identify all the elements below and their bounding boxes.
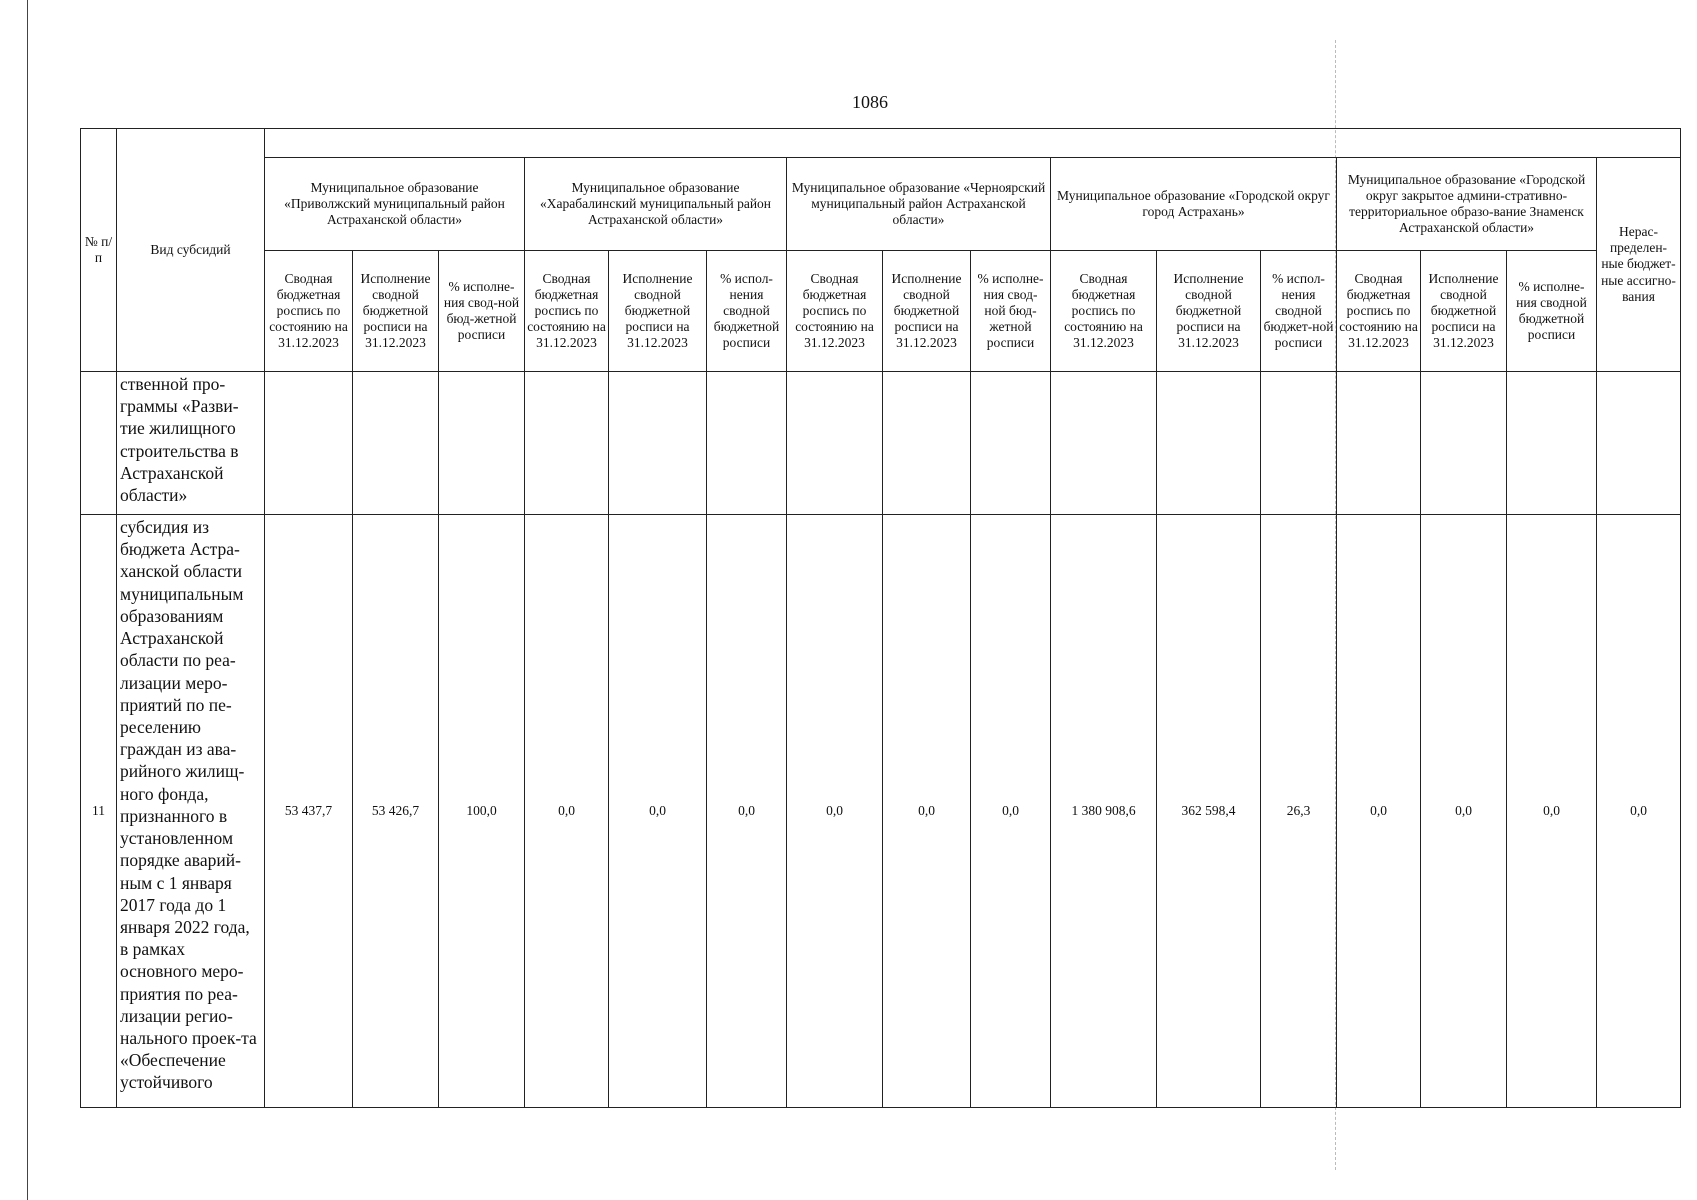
header-no: № п/п <box>81 129 117 372</box>
header-col-percent: % исполне-ния сводной бюджетной росписи <box>1507 251 1597 372</box>
header-col-execution: Исполнение сводной бюджетной росписи на 31.12.2023 <box>1421 251 1507 372</box>
header-col-budget-plan: Сводная бюджетная роспись по состоянию на 31.12.2023 <box>787 251 883 372</box>
row-number: 11 <box>81 515 117 1108</box>
value-astrakhan-execution: 362 598,4 <box>1157 515 1261 1108</box>
value-kharabalinsky-plan: 0,0 <box>525 515 609 1108</box>
header-col-percent: % исполне-ния свод-ной бюд-жетной росписи <box>971 251 1051 372</box>
header-col-execution: Исполнение сводной бюджетной росписи на 31.12.2023 <box>883 251 971 372</box>
value-privolzhsky-plan: 53 437,7 <box>265 515 353 1108</box>
value-znamensk-plan: 0,0 <box>1337 515 1421 1108</box>
header-municipality-kharabalinsky: Муниципальное образование «Харабалинский муниципальный район Астраханской области» <box>525 158 787 251</box>
header-subsidy-type: Вид субсидий <box>117 129 265 372</box>
value-privolzhsky-execution: 53 426,7 <box>353 515 439 1108</box>
value-kharabalinsky-percent: 0,0 <box>707 515 787 1108</box>
row-number <box>81 372 117 515</box>
value-privolzhsky-percent: 100,0 <box>439 515 525 1108</box>
row-description: ственной про-граммы «Разви-тие жилищного строительства в Астраханской области» <box>117 372 265 515</box>
value-chernoyarsky-percent: 0,0 <box>971 515 1051 1108</box>
value-cell <box>1337 372 1421 515</box>
municipality-header-row <box>81 158 1681 251</box>
value-znamensk-execution: 0,0 <box>1421 515 1507 1108</box>
header-municipality-astrakhan: Муниципальное образование «Городской округ город Астрахань» <box>1051 158 1337 251</box>
value-astrakhan-plan: 1 380 908,6 <box>1051 515 1157 1108</box>
value-cell <box>353 372 439 515</box>
header-col-execution: Исполнение сводной бюджетной росписи на 31.12.2023 <box>353 251 439 372</box>
value-chernoyarsky-plan: 0,0 <box>787 515 883 1108</box>
value-cell <box>707 372 787 515</box>
header-municipality-znamensk: Муниципальное образование «Городской округ закрытое админи-стративно-территориальное образо-вание Знаменск Астраханской области» <box>1337 158 1597 251</box>
page-number: 1086 <box>852 92 888 112</box>
value-cell <box>883 372 971 515</box>
value-znamensk-percent: 0,0 <box>1507 515 1597 1108</box>
value-astrakhan-percent: 26,3 <box>1261 515 1337 1108</box>
value-cell <box>439 372 525 515</box>
value-kharabalinsky-execution: 0,0 <box>609 515 707 1108</box>
value-cell <box>787 372 883 515</box>
subsidy-table <box>80 128 1681 1108</box>
value-cell <box>1261 372 1337 515</box>
header-municipality-chernoyarsky: Муниципальное образование «Черноярский муниципальный район Астраханской области» <box>787 158 1051 251</box>
header-col-budget-plan: Сводная бюджетная роспись по состоянию на 31.12.2023 <box>1337 251 1421 372</box>
header-col-percent: % испол-нения сводной бюджетной росписи <box>707 251 787 372</box>
row-description: субсидия из бюджета Астра-ханской области муниципальным образованиям Астраханской области по реа-лизации меро-приятий по пе-реселению граждан из ава-рийного жилищ-ного фонда, признанного в установленном порядке аварий-ным с 1 января 2017 года до 1 января 2022 года, в рамках основного меро-приятия по реа-лизации регио-нального проек-та «Обеспечение устойчивого <box>117 515 265 1108</box>
header-col-budget-plan: Сводная бюджетная роспись по состоянию на 31.12.2023 <box>1051 251 1157 372</box>
value-cell <box>1051 372 1157 515</box>
header-band-blank <box>265 129 1681 158</box>
header-col-execution: Исполнение сводной бюджетной росписи на 31.12.2023 <box>609 251 707 372</box>
table-row <box>81 515 1681 1108</box>
value-cell <box>971 372 1051 515</box>
value-cell <box>1597 372 1681 515</box>
value-cell <box>525 372 609 515</box>
header-col-percent: % испол-нения сводной бюджет-ной росписи <box>1261 251 1337 372</box>
header-col-execution: Исполнение сводной бюджетной росписи на 31.12.2023 <box>1157 251 1261 372</box>
column-header-row <box>81 251 1681 372</box>
top-header-band <box>81 129 1681 158</box>
value-cell <box>609 372 707 515</box>
header-municipality-privolzhsky: Муниципальное образование «Приволжский муниципальный район Астраханской области» <box>265 158 525 251</box>
value-cell <box>265 372 353 515</box>
header-col-budget-plan: Сводная бюджетная роспись по состоянию на 31.12.2023 <box>525 251 609 372</box>
header-col-budget-plan: Сводная бюджетная роспись по состоянию на 31.12.2023 <box>265 251 353 372</box>
table-row <box>81 372 1681 515</box>
value-unallocated: 0,0 <box>1597 515 1681 1108</box>
value-chernoyarsky-execution: 0,0 <box>883 515 971 1108</box>
binding-line <box>27 0 28 1200</box>
value-cell <box>1507 372 1597 515</box>
header-col-percent: % исполне-ния свод-ной бюд-жетной росписи <box>439 251 525 372</box>
value-cell <box>1421 372 1507 515</box>
value-cell <box>1157 372 1261 515</box>
header-unallocated: Нерас-пределен-ные бюджет-ные ассигно-вания <box>1597 158 1681 372</box>
